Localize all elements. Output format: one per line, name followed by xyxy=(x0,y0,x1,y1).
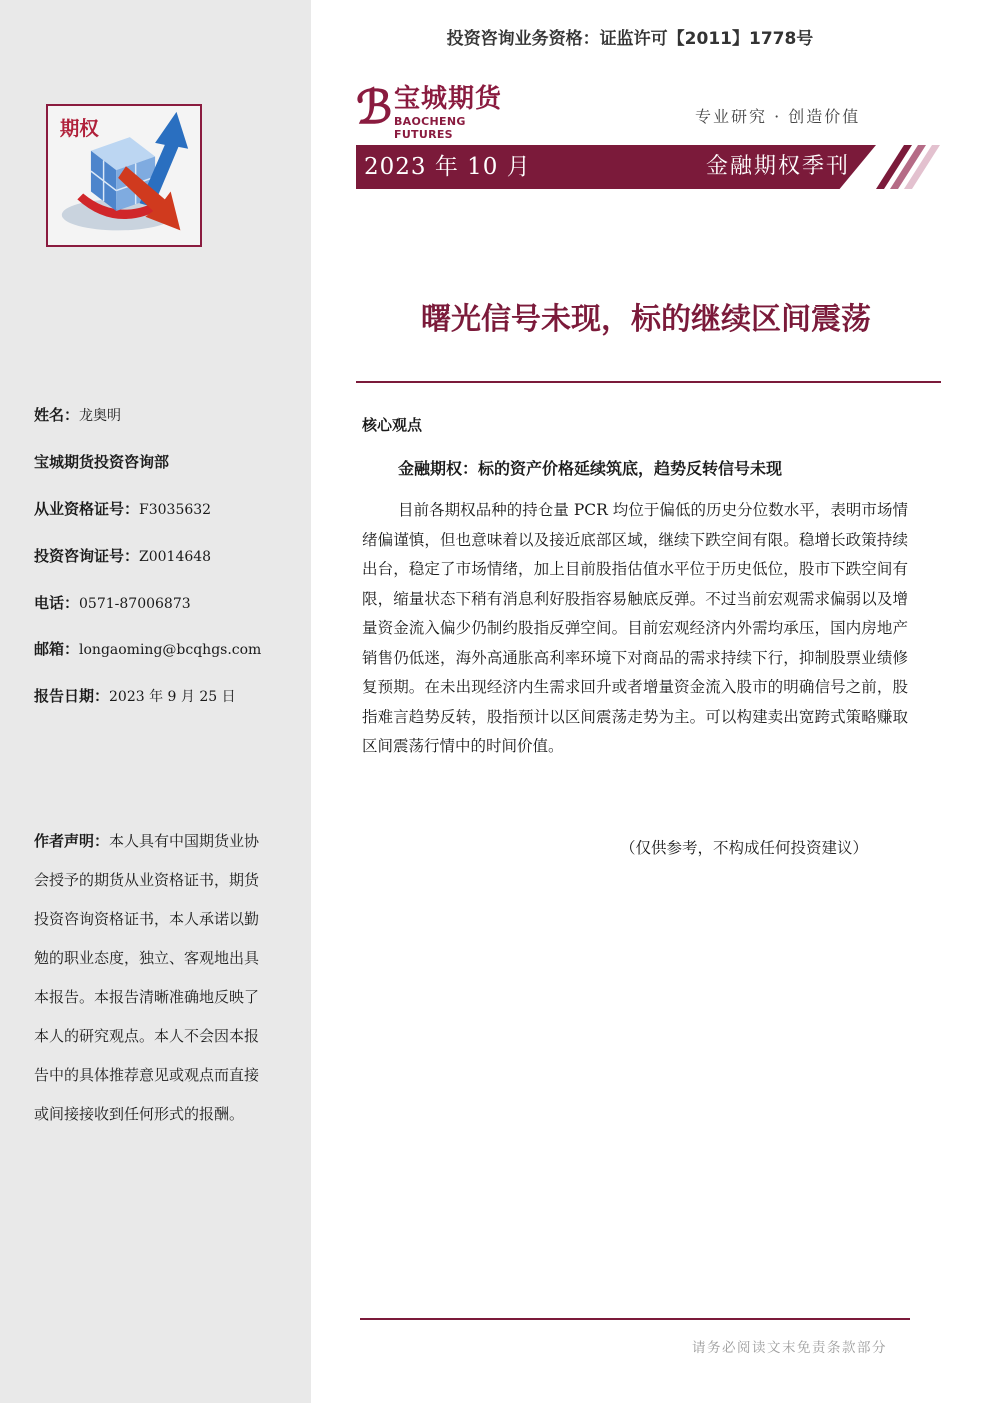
email-link[interactable]: longaoming@bcqhgs.com xyxy=(79,642,262,658)
disclaimer: （仅供参考，不构成任何投资建议） xyxy=(620,839,869,857)
license-label: 从业资格证号： xyxy=(34,500,140,518)
license-row xyxy=(34,498,211,519)
sidebar xyxy=(0,0,311,1403)
report-date-row xyxy=(34,685,236,706)
consult-label: 投资咨询证号： xyxy=(34,547,140,565)
slogan: 专业研究 · 创造价值 xyxy=(695,107,861,126)
email-row xyxy=(34,638,261,659)
banner-stripes-icon xyxy=(860,145,950,189)
phone-number: 0571-87006873 xyxy=(79,596,191,612)
author-label: 姓名： xyxy=(34,406,80,424)
author-declaration xyxy=(34,822,266,1134)
report-date: 2023 年 9 月 25 日 xyxy=(109,689,236,705)
email-label: 邮箱： xyxy=(34,640,80,658)
department-name: 宝城期货投资咨询部 xyxy=(34,453,170,471)
issue-date: 2023 年 10 月 xyxy=(364,154,531,180)
consult-row xyxy=(34,545,211,566)
company-logo xyxy=(356,80,526,141)
author-row xyxy=(34,404,121,425)
declaration-label: 作者声明： xyxy=(34,832,110,850)
phone-row xyxy=(34,592,191,613)
author-name: 龙奥明 xyxy=(79,408,122,424)
section-heading: 核心观点 xyxy=(362,416,423,434)
footer-divider xyxy=(360,1318,910,1320)
report-title: 曙光信号未现，标的继续区间震荡 xyxy=(421,302,871,337)
logo-cn-text: 宝城期货 xyxy=(394,84,503,114)
consult-number: Z0014648 xyxy=(139,549,212,565)
cover-image xyxy=(46,104,202,247)
declaration-text: 本人具有中国期货业协会授予的期货从业资格证书，期货投资咨询资格证书，本人承诺以勤勉的职业态度，独立、客观地出具本报告。本报告清晰准确地反映了本人的研究观点。本人不会因本报告中的具体推荐意见或观点而直接或间接接收到任何形式的报酬。 xyxy=(34,832,260,1123)
series-title: 金融期权季刊 xyxy=(706,154,851,179)
report-date-label: 报告日期： xyxy=(34,687,110,705)
title-divider xyxy=(356,381,941,383)
phone-label: 电话： xyxy=(34,594,80,612)
qualification-notice: 投资咨询业务资格：证监许可【2011】1778号 xyxy=(446,29,814,49)
department-row xyxy=(34,451,169,472)
logo-en-text: BAOCHENG FUTURES xyxy=(394,115,466,141)
sub-heading: 金融期权：标的资产价格延续筑底，趋势反转信号未现 xyxy=(398,459,783,478)
core-view-paragraph: 目前各期权品种的持仓量 PCR 均位于偏低的历史分位数水平，表明市场情绪偏谨慎，但也意味着以及接近底部区域，继续下跌空间有限。稳增长政策持续出台，稳定了市场情绪，加上目前股指估值水平位于历史低位，股市下跌空间有限，缩量状态下稍有消息利好股指容易触底反弹。不过当前宏观需求偏弱以及增量资金流入偏少仍制约股指反弹空间。目前宏观经济内外需均承压，国内房地产销售仍低迷，海外高通胀高利率环境下对商品的需求持续下行，抑制股票业绩修复预期。在未出现经济内生需求回升或者增量资金流入股市的明确信号之前，股指难言趋势反转，股指预计以区间震荡走势为主。可以构建卖出宽跨式策略赚取区间震荡行情中的时间价值。 xyxy=(362,501,908,755)
license-number: F3035632 xyxy=(139,502,212,518)
logo-b-icon: ℬ xyxy=(356,80,393,134)
options-cube-illustration xyxy=(48,106,200,245)
cover-caption: 期权 xyxy=(59,117,99,141)
footer-note: 请务必阅读文末免责条款部分 xyxy=(692,1340,887,1356)
